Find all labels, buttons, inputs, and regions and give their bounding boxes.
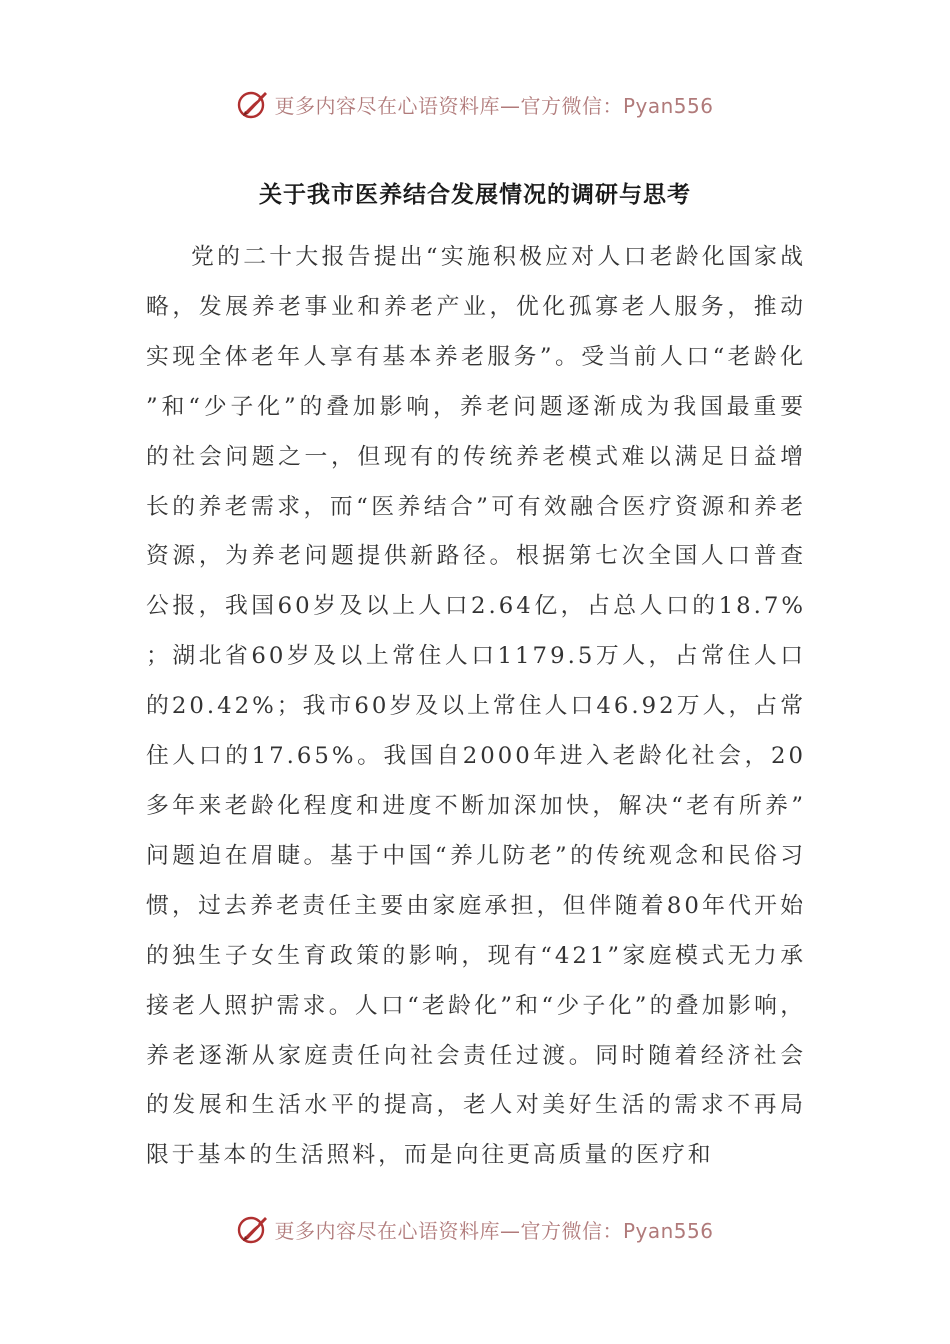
watermark-text: 更多内容尽在心语资料库—官方微信：Pyan556 [274,93,714,118]
watermark-text: 更多内容尽在心语资料库—官方微信：Pyan556 [274,1218,714,1243]
body-paragraph: 党的二十大报告提出“实施积极应对人口老龄化国家战略，发展养老事业和养老产业，优化孤寡老人服务，推动实现全体老年人享有基本养老服务”。受当前人口“老龄化”和“少子化”的叠加影响，养老问题逐渐成为我国最重要的社会问题之一，但现有的传统养老模式难以满足日益增长的养老需求，而“医养结合”可有效融合医疗资源和养老资源，为养老问题提供新路径。根据第七次全国人口普查公报，我国60岁及以上人口2.64亿，占总人口的18.7%；湖北省60岁及以上常住人口1179.5万人，占常住人口的20.42%；我市60岁及以上常住人口46.92万人，占常住人口的17.65%。我国自2000年进入老龄化社会，20多年来老龄化程度和进度不断加深加快，解决“老有所养”问题迫在眉睫。基于中国“养儿防老”的传统观念和民俗习惯，过去养老责任主要由家庭承担，但伴随着80年代开始的独生子女生育政策的影响，现有“421”家庭模式无力承接老人照护需求。人口“老龄化”和“少子化”的叠加影响，养老逐渐从家庭责任向社会责任过渡。同时随着经济社会的发展和生活水平的提高，老人对美好生活的需求不再局限于基本的生活照料，而是向往更高质量的医疗和 [146,244,806,1169]
quill-pen-circle-icon [236,87,270,121]
watermark-banner-top [0,84,950,124]
watermark-banner-bottom [0,1209,950,1249]
quill-pen-circle-icon [236,1212,270,1246]
document-title: 关于我市医养结合发展情况的调研与思考 [259,182,691,208]
